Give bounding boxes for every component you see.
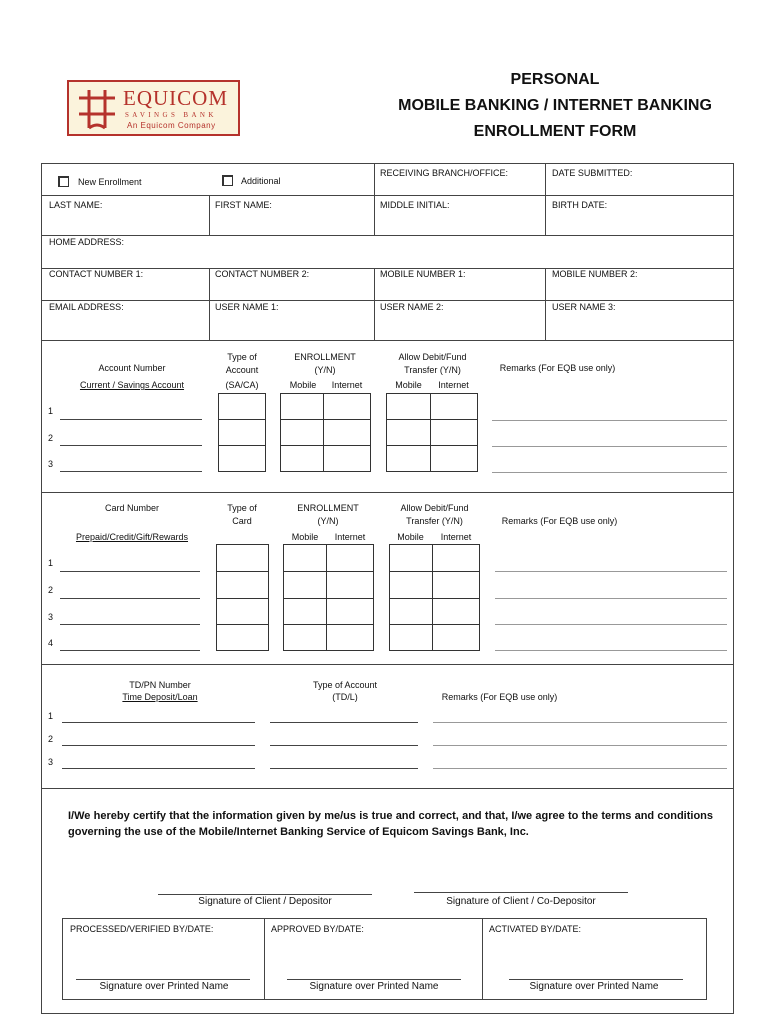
home-address-label: HOME ADDRESS: xyxy=(49,237,125,247)
transfer-mobile-cell[interactable] xyxy=(386,393,431,420)
allow-debit-header: Allow Debit/Fund xyxy=(398,352,467,362)
enrollment-header: ENROLLMENT xyxy=(294,352,356,362)
receiving-branch-label: RECEIVING BRANCH/OFFICE: xyxy=(380,168,509,178)
card-enroll-mobile-cell[interactable] xyxy=(283,544,327,572)
card-transfer-internet-header: Internet xyxy=(440,532,472,542)
additional-checkbox[interactable] xyxy=(222,175,233,186)
transfer-mobile-header: Mobile xyxy=(395,380,422,390)
card-remarks-line xyxy=(495,598,727,599)
enroll-mobile-cell[interactable] xyxy=(280,445,324,472)
activated-by-label: ACTIVATED BY/DATE: xyxy=(489,924,582,934)
remarks-line xyxy=(492,446,727,447)
card-remarks-line xyxy=(495,571,727,572)
account-number-line[interactable] xyxy=(60,471,202,472)
account-type-cell[interactable] xyxy=(218,445,266,472)
activated-signature-line[interactable] xyxy=(509,979,683,980)
card-enroll-mobile-cell[interactable] xyxy=(283,598,327,625)
transfer-internet-cell[interactable] xyxy=(430,419,478,446)
birth-date-label: BIRTH DATE: xyxy=(552,200,608,210)
enrollment-mobile-header: Mobile xyxy=(289,380,317,390)
enroll-internet-cell[interactable] xyxy=(323,419,371,446)
account-type-cell[interactable] xyxy=(218,419,266,446)
contact-number-2-label: CONTACT NUMBER 2: xyxy=(215,269,310,279)
activated-signature-label: Signature over Printed Name xyxy=(529,981,659,992)
client-signature-label: Signature of Client / Depositor xyxy=(198,896,332,907)
card-number-line[interactable] xyxy=(60,571,200,572)
type-of-account-header-3: (SA/CA) xyxy=(225,380,259,390)
user-name-1-label: USER NAME 1: xyxy=(215,302,279,312)
approved-signature-label: Signature over Printed Name xyxy=(309,981,439,992)
td-remarks-line xyxy=(433,768,727,769)
td-remarks-line xyxy=(433,722,727,723)
card-type-list-header: Prepaid/Credit/Gift/Rewards xyxy=(75,532,189,542)
type-of-account-header-2: Account xyxy=(225,365,259,375)
card-number-line[interactable] xyxy=(60,598,200,599)
account-number-line[interactable] xyxy=(60,419,202,420)
card-number-header: Card Number xyxy=(104,503,160,513)
account-type-cell[interactable] xyxy=(218,393,266,420)
card-allow-debit-header: Allow Debit/Fund xyxy=(400,503,469,513)
card-type-cell[interactable] xyxy=(216,544,269,572)
card-transfer-mobile-header: Mobile xyxy=(397,532,424,542)
card-transfer-mobile-cell[interactable] xyxy=(389,598,433,625)
mobile-number-2-label: MOBILE NUMBER 2: xyxy=(552,269,638,279)
last-name-label: LAST NAME: xyxy=(49,200,103,210)
date-submitted-label: DATE SUBMITTED: xyxy=(552,168,633,178)
email-address-label: EMAIL ADDRESS: xyxy=(49,302,124,312)
codepositor-signature-label: Signature of Client / Co-Depositor xyxy=(446,896,596,907)
transfer-internet-cell[interactable] xyxy=(430,393,478,420)
approved-signature-line[interactable] xyxy=(287,979,461,980)
td-row-number: 3 xyxy=(48,757,54,767)
account-row-number: 2 xyxy=(48,433,54,443)
transfer-internet-header: Internet xyxy=(438,380,469,390)
card-type-cell[interactable] xyxy=(216,571,269,599)
account-number-line[interactable] xyxy=(60,445,202,446)
card-row-number: 2 xyxy=(48,585,54,595)
card-transfer-internet-cell[interactable] xyxy=(432,544,480,572)
transfer-internet-cell[interactable] xyxy=(430,445,478,472)
logo-sub: SAVINGS BANK xyxy=(125,111,217,119)
card-number-line[interactable] xyxy=(60,624,200,625)
td-number-line[interactable] xyxy=(62,722,255,723)
td-type-line[interactable] xyxy=(270,745,418,746)
codepositor-signature-line[interactable] xyxy=(414,892,628,893)
remarks-line xyxy=(492,472,727,473)
first-name-label: FIRST NAME: xyxy=(215,200,272,210)
form-title-line2: MOBILE BANKING / INTERNET BANKING xyxy=(398,97,712,114)
card-transfer-mobile-cell[interactable] xyxy=(389,571,433,599)
card-type-cell[interactable] xyxy=(216,598,269,625)
card-enroll-internet-cell[interactable] xyxy=(326,571,374,599)
td-remarks-header: Remarks (For EQB use only) xyxy=(441,692,558,702)
mobile-number-1-label: MOBILE NUMBER 1: xyxy=(380,269,466,279)
client-signature-line[interactable] xyxy=(158,894,372,895)
certification-text: I/We hereby certify that the information given by me/us is true and correct, and that, I/we agree to the terms and conditions governing the use of the Mobile/Internet Banking Service of Equicom Savings Bank, Inc. xyxy=(68,810,713,838)
form-border xyxy=(41,163,734,1014)
card-enroll-internet-header: Internet xyxy=(334,532,366,542)
processed-signature-line[interactable] xyxy=(76,979,250,980)
td-pn-header: TD/PN Number xyxy=(129,680,191,690)
card-type-cell[interactable] xyxy=(216,624,269,651)
account-number-header: Account Number xyxy=(98,363,166,373)
card-row-number: 4 xyxy=(48,638,54,648)
type-of-card-header-2: Card xyxy=(232,516,252,526)
new-enrollment-checkbox[interactable] xyxy=(58,176,69,187)
card-enroll-internet-cell[interactable] xyxy=(326,544,374,572)
new-enrollment-label: New Enrollment xyxy=(78,177,142,187)
td-type-header: Type of Account xyxy=(312,680,378,690)
td-row-number: 1 xyxy=(48,711,54,721)
processed-by-label: PROCESSED/VERIFIED BY/DATE: xyxy=(70,924,214,934)
enroll-internet-cell[interactable] xyxy=(323,445,371,472)
card-transfer-internet-cell[interactable] xyxy=(432,571,480,599)
transfer-yn-header: Transfer (Y/N) xyxy=(404,365,461,375)
account-row-number: 1 xyxy=(48,406,54,416)
td-number-line[interactable] xyxy=(62,768,255,769)
contact-number-1-label: CONTACT NUMBER 1: xyxy=(49,269,144,279)
card-transfer-mobile-cell[interactable] xyxy=(389,624,433,651)
user-name-2-label: USER NAME 2: xyxy=(380,302,444,312)
equicom-symbol-icon xyxy=(75,86,119,132)
type-of-account-header: Type of xyxy=(227,352,257,362)
approved-by-label: APPROVED BY/DATE: xyxy=(271,924,364,934)
card-row-number: 3 xyxy=(48,612,54,622)
form-title-line3: ENROLLMENT FORM xyxy=(473,123,637,140)
user-name-3-label: USER NAME 3: xyxy=(552,302,616,312)
transfer-mobile-cell[interactable] xyxy=(386,445,431,472)
form-title-line1: PERSONAL xyxy=(510,71,600,88)
card-enroll-mobile-header: Mobile xyxy=(291,532,319,542)
td-type-line[interactable] xyxy=(270,768,418,769)
remarks-line xyxy=(492,420,727,421)
current-savings-header: Current / Savings Account xyxy=(79,380,185,390)
card-enroll-internet-cell[interactable] xyxy=(326,598,374,625)
enroll-mobile-cell[interactable] xyxy=(280,393,324,420)
remarks-header: Remarks (For EQB use only) xyxy=(499,363,616,373)
logo-tag: An Equicom Company xyxy=(127,121,216,130)
td-row-number: 2 xyxy=(48,734,54,744)
card-transfer-yn-header: Transfer (Y/N) xyxy=(406,516,463,526)
td-type-header-2: (TD/L) xyxy=(332,692,358,702)
td-type-line[interactable] xyxy=(270,722,418,723)
card-remarks-header: Remarks (For EQB use only) xyxy=(501,516,618,526)
card-row-number: 1 xyxy=(48,558,54,568)
card-remarks-line xyxy=(495,650,727,651)
card-enroll-internet-cell[interactable] xyxy=(326,624,374,651)
card-enrollment-yn-header: (Y/N) xyxy=(317,516,339,526)
enrollment-yn-header: (Y/N) xyxy=(314,365,336,375)
middle-initial-label: MIDDLE INITIAL: xyxy=(380,200,450,210)
type-of-card-header: Type of xyxy=(227,503,257,513)
card-remarks-line xyxy=(495,624,727,625)
td-number-line[interactable] xyxy=(62,745,255,746)
card-transfer-internet-cell[interactable] xyxy=(432,598,480,625)
processed-signature-label: Signature over Printed Name xyxy=(99,981,229,992)
account-row-number: 3 xyxy=(48,459,54,469)
card-number-line[interactable] xyxy=(60,650,200,651)
time-deposit-header: Time Deposit/Loan xyxy=(122,692,198,702)
bank-logo xyxy=(67,80,240,136)
enroll-internet-cell[interactable] xyxy=(323,393,371,420)
card-enrollment-header: ENROLLMENT xyxy=(297,503,359,513)
card-enroll-mobile-cell[interactable] xyxy=(283,624,327,651)
transfer-mobile-cell[interactable] xyxy=(386,419,431,446)
enroll-mobile-cell[interactable] xyxy=(280,419,324,446)
additional-label: Additional xyxy=(241,176,281,186)
card-transfer-internet-cell[interactable] xyxy=(432,624,480,651)
card-enroll-mobile-cell[interactable] xyxy=(283,571,327,599)
enrollment-internet-header: Internet xyxy=(331,380,363,390)
logo-name: EQUICOM xyxy=(123,86,228,110)
td-remarks-line xyxy=(433,745,727,746)
card-transfer-mobile-cell[interactable] xyxy=(389,544,433,572)
